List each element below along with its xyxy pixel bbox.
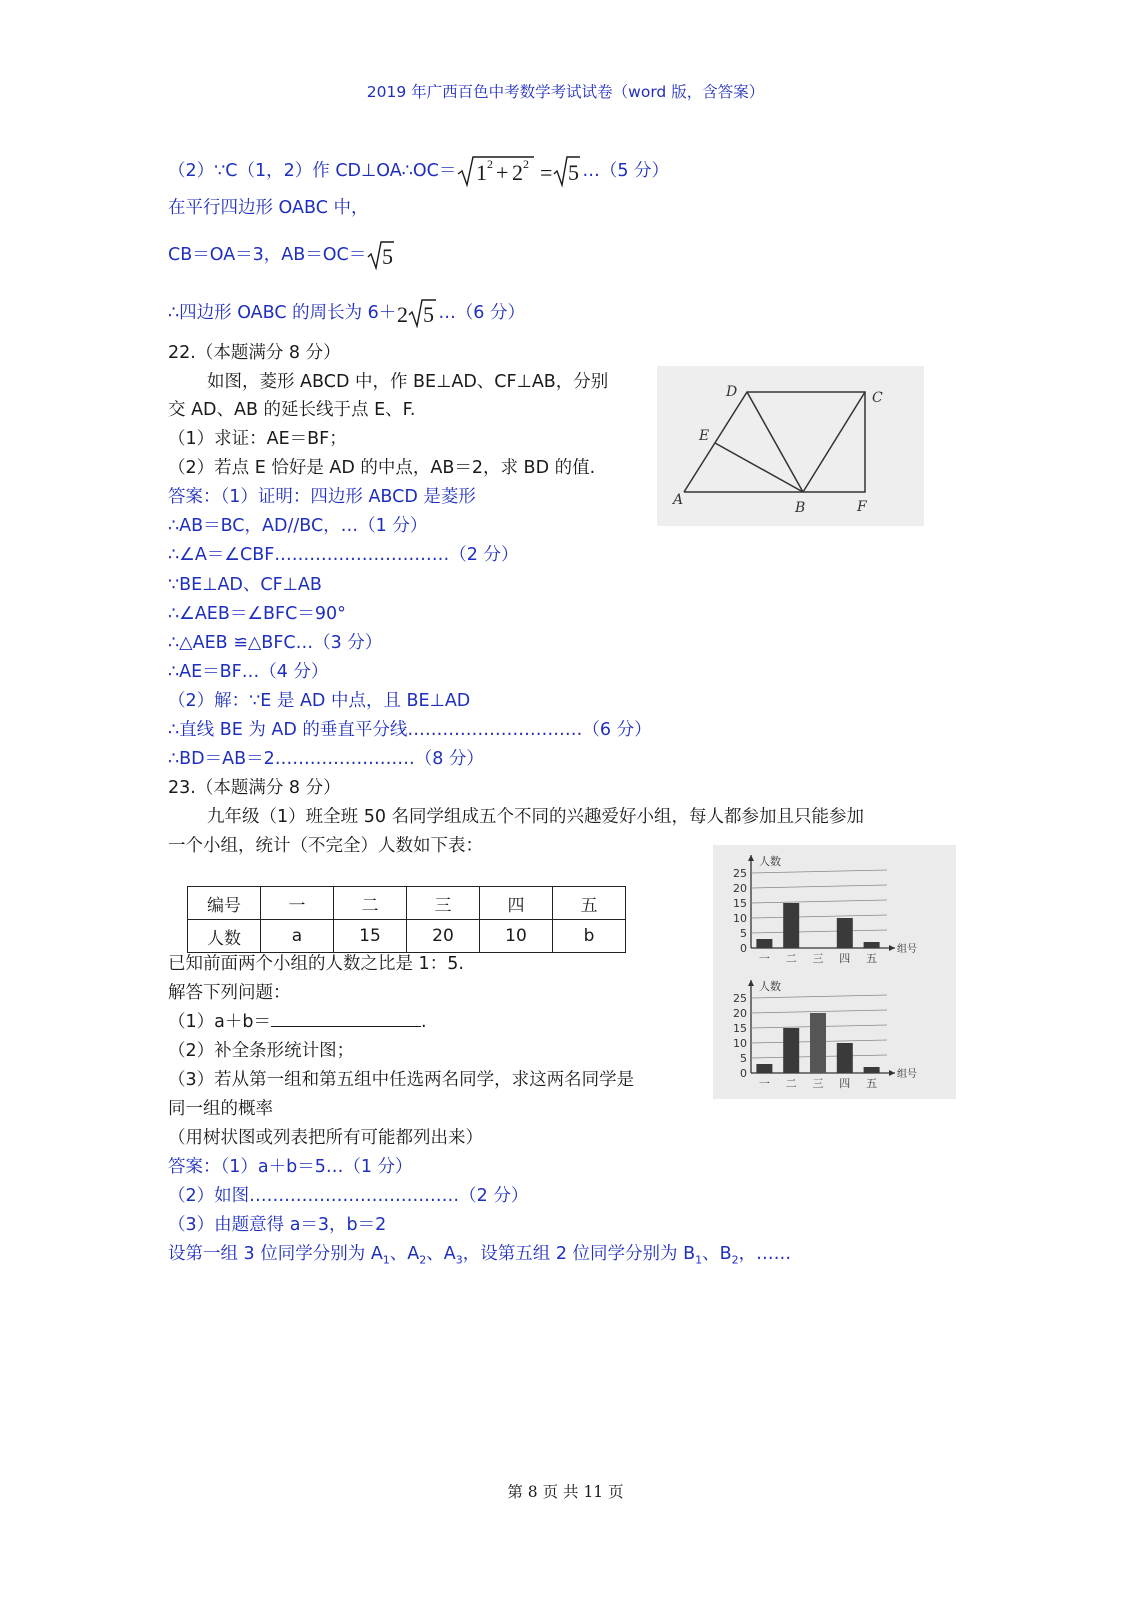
q22-answer-2: ∴AB＝BC，AD//BC，…（1 分） [168, 516, 428, 536]
q21-l4-score: …（6 分） [438, 303, 526, 323]
group-count-table [187, 886, 626, 953]
label-E: E [699, 428, 710, 444]
bar [837, 1043, 853, 1073]
q23-a4-text: 、A [389, 1244, 420, 1264]
y-tick-label: 10 [733, 1037, 747, 1050]
x-tick-label: 四 [839, 952, 851, 965]
q23-answer-3: （3）由题意得 a＝3，b＝2 [168, 1215, 387, 1235]
table-cell: 五 [553, 887, 626, 920]
bar [864, 1067, 880, 1073]
page-footer: 第 8 页 共 11 页 [507, 1483, 624, 1501]
table-cell: 10 [480, 920, 553, 953]
q21-l4-text: ∴四边形 OABC 的周长为 6＋ [168, 303, 397, 323]
table-cell: 20 [407, 920, 480, 953]
sq-term-1: 1 [476, 160, 488, 185]
root-5: 5 [382, 244, 394, 269]
perimeter-formula [396, 298, 438, 328]
x-tick-label: 一 [758, 1077, 770, 1090]
q23-part-1-end: . [420, 1012, 427, 1032]
y-tick-label: 15 [733, 897, 747, 910]
sqrt-sum-formula [456, 154, 582, 188]
q22-answer-10: ∴BD＝AB＝2……………………（8 分） [168, 749, 484, 769]
q22-part-1: （1）求证：AE＝BF； [168, 429, 347, 449]
x-tick-label: 三 [812, 1077, 824, 1090]
table-cell: b [553, 920, 626, 953]
bar [837, 918, 853, 948]
q21-line-4 [168, 298, 525, 328]
x-axis-label: 组号 [897, 944, 917, 955]
y-tick-label: 20 [733, 882, 747, 895]
table-row [188, 887, 626, 920]
bar-charts [713, 845, 956, 1099]
x-tick-label: 三 [812, 952, 824, 965]
y-tick-label: 0 [740, 1067, 747, 1080]
sqrt-5-formula [366, 240, 396, 270]
table-cell: 编号 [188, 887, 261, 920]
table-cell: 人数 [188, 920, 261, 953]
coef-2: 2 [397, 302, 409, 327]
y-tick-label: 20 [733, 1007, 747, 1020]
label-F: F [857, 499, 867, 515]
y-axis-label: 人数 [759, 855, 781, 868]
q22-stem-1: 如图，菱形 ABCD 中，作 BE⊥AD、CF⊥AB，分别 [207, 372, 609, 392]
label-A: A [673, 492, 684, 508]
label-B: B [795, 500, 806, 516]
y-tick-label: 10 [733, 912, 747, 925]
bar [810, 1013, 826, 1073]
q23-a4-text: ，…… [738, 1244, 792, 1264]
q23-answer-4 [168, 1242, 791, 1273]
q22-answer-7: ∴AE＝BF…（4 分） [168, 662, 329, 682]
label-C: C [872, 390, 883, 406]
x-tick-label: 五 [866, 1077, 878, 1090]
chart-background [713, 845, 956, 1099]
x-tick-label: 一 [758, 952, 770, 965]
q22-answer-5: ∴∠AEB＝∠BFC＝90° [168, 604, 346, 624]
bar [756, 1064, 772, 1073]
q22-answer-3: ∴∠A＝∠CBF…………………………（2 分） [168, 545, 519, 565]
q23-note: （用树状图或列表把所有可能都列出来） [168, 1128, 483, 1148]
bar [864, 942, 880, 948]
sq-exp-1: 2 [487, 157, 494, 171]
q23-a4-text: 设第一组 3 位同学分别为 A [168, 1244, 383, 1264]
equals-sign: = [540, 160, 553, 185]
q23-part-2: （2）补全条形统计图； [168, 1041, 355, 1061]
table-cell: 15 [334, 920, 407, 953]
subscript: 2 [419, 1253, 427, 1267]
y-tick-label: 25 [733, 992, 747, 1005]
q23-part-3-cont: 同一组的概率 [168, 1099, 273, 1119]
plus-sign: + [496, 160, 509, 185]
x-tick-label: 四 [839, 1077, 851, 1090]
y-tick-label: 0 [740, 942, 747, 955]
q21-l1-score: …（5 分） [582, 161, 670, 181]
q21-line-1 [168, 154, 669, 188]
x-tick-label: 二 [785, 1077, 797, 1090]
table-cell: 一 [261, 887, 334, 920]
q22-heading: 22.（本题满分 8 分） [168, 343, 341, 363]
q23-part-1-text: （1）a＋b＝ [168, 1012, 271, 1032]
q21-line-2: 在平行四边形 OABC 中， [168, 198, 369, 218]
table-row [188, 920, 626, 953]
x-tick-label: 五 [866, 952, 878, 965]
x-tick-label: 二 [785, 952, 797, 965]
q22-answer-9: ∴直线 BE 为 AD 的垂直平分线…………………………（6 分） [168, 720, 652, 740]
q22-answer-8: （2）解：∵E 是 AD 中点，且 BE⊥AD [168, 691, 471, 711]
bar [783, 1028, 799, 1073]
q22-stem-2: 交 AD、AB 的延长线于点 E、F. [168, 400, 416, 420]
q21-l3-text: CB＝OA＝3，AB＝OC＝ [168, 245, 367, 265]
q23-part-1 [168, 1010, 427, 1034]
subscript: 3 [455, 1253, 463, 1267]
q23-answer-2: （2）如图………………………………（2 分） [168, 1186, 529, 1206]
table-cell: a [261, 920, 334, 953]
q23-stem-2: 一个小组，统计（不完全）人数如下表： [168, 836, 483, 856]
sq-term-2: 2 [512, 160, 524, 185]
bar [783, 903, 799, 948]
y-axis-label: 人数 [759, 980, 781, 993]
q22-answer-4: ∵BE⊥AD、CF⊥AB [168, 575, 322, 595]
subscript: 1 [382, 1253, 390, 1267]
bar-chart-photo [713, 845, 956, 1099]
root-5: 5 [568, 160, 580, 185]
q22-part-2: （2）若点 E 恰好是 AD 的中点，AB＝2，求 BD 的值. [168, 458, 596, 478]
q22-answer-6: ∴△AEB ≌△BFC…（3 分） [168, 633, 383, 653]
subscript: 2 [731, 1253, 739, 1267]
y-tick-label: 15 [733, 1022, 747, 1035]
q23-stem-1: 九年级（1）班全班 50 名同学组成五个不同的兴趣爱好小组，每人都参加且只能参加 [207, 807, 865, 827]
q23-a4-text: 、A [426, 1244, 456, 1264]
q21-line-3 [168, 240, 396, 270]
q21-l1-text: （2）∵C（1，2）作 CD⊥OA∴OC＝ [168, 161, 457, 181]
table-cell: 四 [480, 887, 553, 920]
q23-a4-text: ，设第五组 2 位同学分别为 B [462, 1244, 696, 1264]
root-5: 5 [423, 302, 435, 327]
q22-answer-1: 答案：（1）证明：四边形 ABCD 是菱形 [168, 487, 476, 507]
table-cell: 二 [334, 887, 407, 920]
answer-blank [271, 1010, 421, 1027]
page-header: 2019 年广西百色中考数学考试试卷（word 版，含答案） [366, 83, 765, 101]
x-axis-label: 组号 [897, 1069, 917, 1080]
q23-instruction: 解答下列问题： [168, 983, 291, 1003]
q23-part-3: （3）若从第一组和第五组中任选两名同学，求这两名同学是 [168, 1070, 635, 1090]
q23-ratio: 已知前面两个小组的人数之比是 1：5. [168, 954, 464, 974]
y-tick-label: 5 [740, 1052, 747, 1065]
table-cell: 三 [407, 887, 480, 920]
y-tick-label: 25 [733, 867, 747, 880]
rhombus-figure [657, 366, 924, 526]
q23-heading: 23.（本题满分 8 分） [168, 778, 341, 798]
sq-exp-2: 2 [523, 157, 530, 171]
bar [756, 939, 772, 948]
y-tick-label: 5 [740, 927, 747, 940]
q23-a4-text: 、B [702, 1244, 732, 1264]
q23-answer-1: 答案：（1）a＋b＝5…（1 分） [168, 1157, 413, 1177]
label-D: D [726, 384, 738, 400]
subscript: 1 [695, 1253, 703, 1267]
